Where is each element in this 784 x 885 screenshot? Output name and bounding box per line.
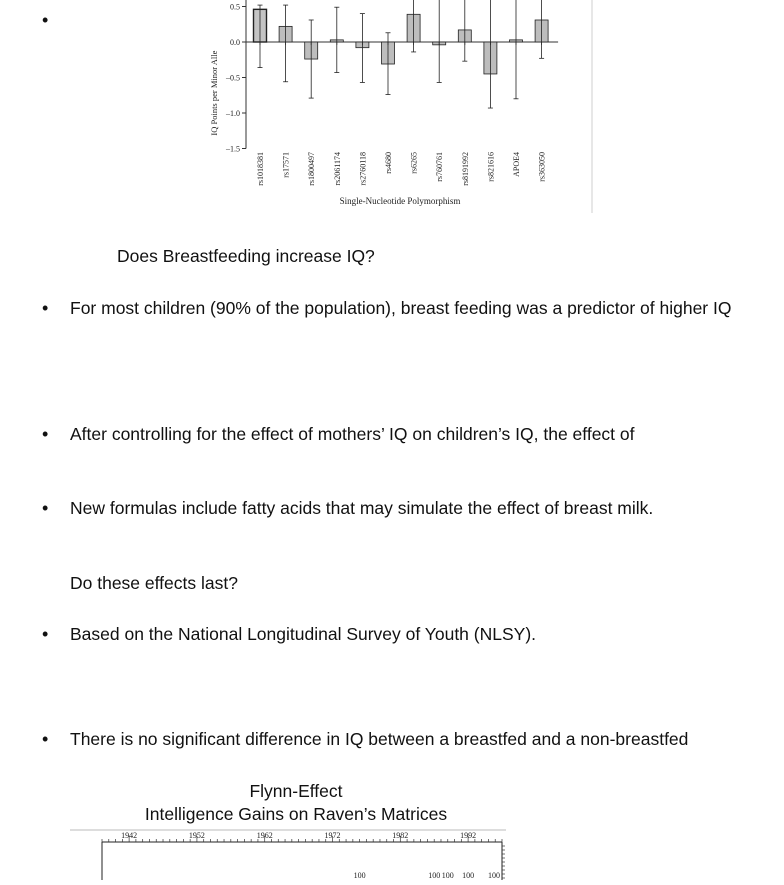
point-label: 100 <box>441 871 454 880</box>
bullet-marker: • <box>42 10 49 30</box>
bullet-marker: • <box>42 298 49 318</box>
x-tick-label: rs2061174 <box>332 152 342 186</box>
x-tick-label: 1962 <box>256 831 273 840</box>
bullet-marker: • <box>42 424 49 444</box>
snp-chart-svg <box>200 0 600 215</box>
bullet-nlsy: Based on the National Longitudinal Survey of Youth (NLSY). <box>70 624 537 644</box>
y-axis-label: IQ Points per Minor Alle <box>209 50 219 136</box>
point-label: 100 <box>488 871 500 880</box>
x-tick-label: 1992 <box>460 831 477 840</box>
x-tick-label: rs2760118 <box>358 152 368 186</box>
point-label: 100 <box>428 871 441 880</box>
x-axis-label: Single-Nucleotide Polymorphism <box>339 196 461 206</box>
y-tick-label: –1.0 <box>226 109 240 118</box>
bullet-marker: • <box>42 498 49 518</box>
x-tick-label: rs1800497 <box>307 152 317 186</box>
point-label: 100 <box>462 871 475 880</box>
bullet-breastfeeding-predictor: For most children (90% of the population), breast feeding was a predictor of higher IQ <box>70 298 732 318</box>
flynn-chart <box>70 828 510 885</box>
bullet-marker: • <box>42 624 49 644</box>
y-tick-label: 0.5 <box>230 2 240 12</box>
flynn-title: Flynn-Effect <box>249 781 343 801</box>
bullet-marker: • <box>42 729 49 749</box>
heading-breastfeeding: Does Breastfeeding increase IQ? <box>117 246 375 266</box>
flynn-chart-svg <box>70 828 510 880</box>
heading-effects-last: Do these effects last? <box>70 573 238 593</box>
x-tick-label: rs1018381 <box>256 152 265 186</box>
flynn-subtitle: Intelligence Gains on Raven’s Matrices <box>144 804 448 824</box>
bullet-mothers-iq: After controlling for the effect of mothers’ IQ on children’s IQ, the effect of <box>70 424 635 444</box>
x-tick-label: rs821616 <box>486 152 496 182</box>
bullet-no-difference: There is no significant difference in IQ between a breastfed and a non-breastfed <box>70 729 689 749</box>
y-tick-label: –1.5 <box>226 144 240 154</box>
x-tick-label: APOE4 <box>512 152 521 177</box>
y-tick-label: 0.0 <box>230 38 240 47</box>
x-tick-label: rs8191992 <box>460 152 470 186</box>
x-tick-label: rs760761 <box>435 152 445 182</box>
x-tick-label: rs4680 <box>384 152 393 174</box>
x-tick-label: 1972 <box>324 831 341 840</box>
snp-bar-chart <box>200 0 600 220</box>
point-label: 100 <box>353 871 366 880</box>
x-tick-label: rs363050 <box>537 152 547 182</box>
x-tick-label: rs6265 <box>409 152 419 174</box>
y-tick-label: –0.5 <box>226 73 240 83</box>
bullet-new-formulas: New formulas include fatty acids that may simulate the effect of breast milk. <box>70 498 654 518</box>
x-tick-label: 1952 <box>188 831 205 840</box>
x-tick-label: 1982 <box>392 831 409 840</box>
x-tick-label: 1942 <box>121 831 138 840</box>
x-tick-label: rs17571 <box>281 152 291 178</box>
